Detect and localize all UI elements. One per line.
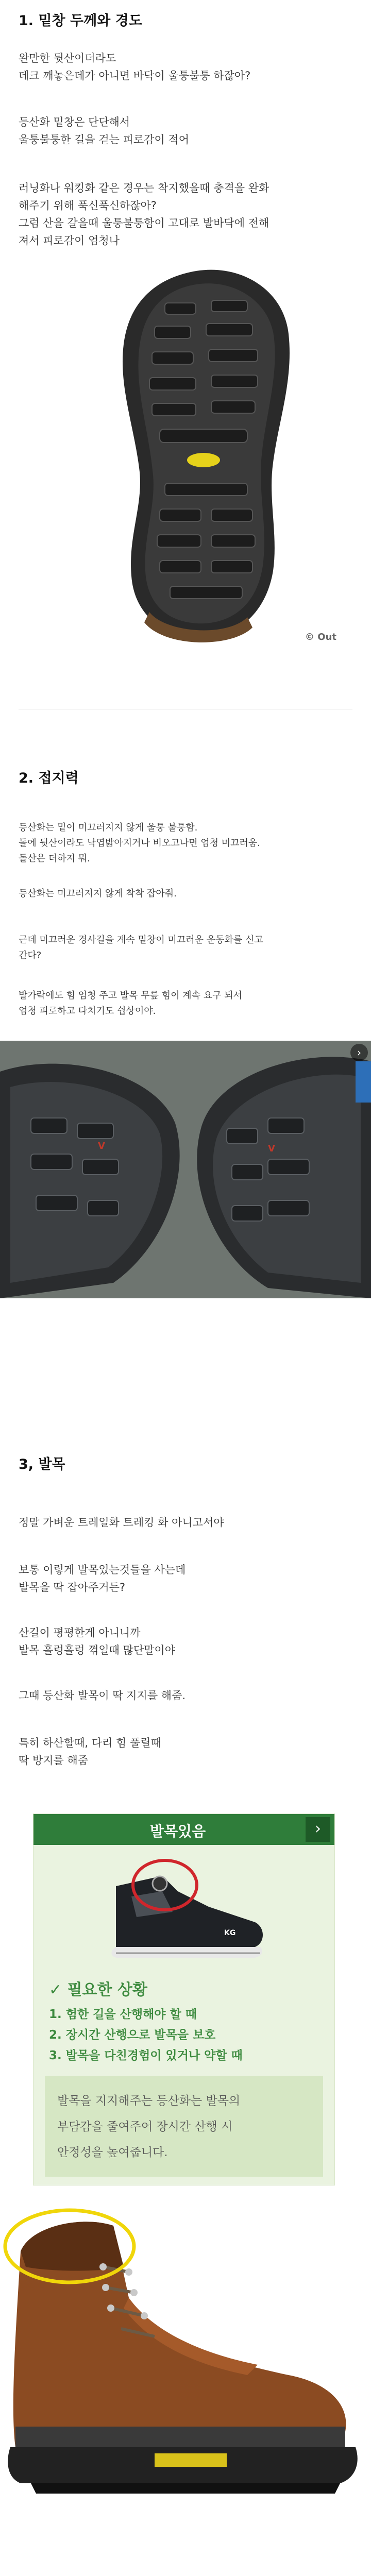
card-header <box>33 1814 334 1845</box>
text-line: 데크 깨놓은데가 아니면 바닥이 울퉁불퉁 하잖아? <box>19 70 251 82</box>
needed-situations-title: ✓ 필요한 상황 <box>49 1981 147 1999</box>
svg-text:V: V <box>268 1143 275 1154</box>
text-line: 딱 방지를 해줌 <box>19 1754 89 1767</box>
ankle-support-card <box>33 1814 335 2185</box>
text-line: 완만한 뒷산이더라도 <box>19 52 116 64</box>
leather-boot-photo <box>0 2205 371 2524</box>
text-line: 그때 등산화 발목이 딱 지지를 해줌. <box>19 1689 186 1702</box>
text-line: 돌산은 더하지 뭐. <box>19 853 90 864</box>
text-line: 져서 피로감이 엄청나 <box>19 234 120 247</box>
section3-para1 <box>19 1514 353 1531</box>
section3-para4 <box>19 1687 353 1704</box>
text-line: 엄청 피로하고 다치기도 쉽상이야. <box>19 1006 156 1016</box>
section1-para2 <box>19 113 353 148</box>
text-line: 울퉁불퉁한 길을 걷는 피로감이 적어 <box>19 133 189 146</box>
section2-heading: 2. 접지력 <box>19 770 79 786</box>
section3-para3 <box>19 1624 353 1659</box>
text-line: 등산화는 밑이 미끄러지지 않게 울퉁 불퉁함. <box>19 822 198 833</box>
sole-photo <box>62 257 350 648</box>
text-line: 발가락에도 힘 엄청 주고 발목 무릎 힘이 계속 요구 되서 <box>19 990 243 1001</box>
text-line: 특히 하산할때, 다리 힘 풀릴때 <box>19 1737 161 1749</box>
card-arrow-icon[interactable]: › <box>306 1817 330 1842</box>
section3-heading: 3, 발목 <box>19 1456 65 1472</box>
text-line: 해주기 위해 푹신푹신하잖아? <box>19 199 157 212</box>
section1-para3 <box>19 179 353 249</box>
situation-item: 2. 장시간 산행으로 발목을 보호 <box>49 2028 216 2042</box>
summary-line: 부담감을 줄여주어 장시간 산행 시 <box>57 2120 233 2133</box>
situation-item: 3. 발목을 다친경험이 있거나 약할 때 <box>49 2049 243 2062</box>
section3-para2 <box>19 1561 353 1596</box>
text-line: 등산화는 미끄러지지 않게 착착 잡아줘. <box>19 888 177 899</box>
section1-para1 <box>19 49 353 84</box>
text-line: 발목 흘렁흘렁 꺾일때 많단말이야 <box>19 1644 176 1656</box>
summary-line: 발목을 지지해주는 등산화는 발목의 <box>57 2094 241 2108</box>
text-line: 근데 미끄러운 경사길을 계속 밑창이 미끄러운 운동화를 신고 <box>19 935 263 945</box>
section1-heading: 1. 밑창 두께와 경도 <box>19 13 142 29</box>
svg-text:KG: KG <box>224 1929 236 1937</box>
photo-credit: © Out <box>305 632 336 642</box>
text-line: 발목을 딱 잡아주거든? <box>19 1581 126 1594</box>
card-title: 발목있음 <box>150 1823 206 1840</box>
text-line: 보통 이렇게 발목있는것들을 사는데 <box>19 1564 186 1576</box>
text-line: 간다? <box>19 950 42 961</box>
text-line: 돌에 뒷산이라도 낙엽밟아지거나 비오고나면 엄청 미끄러움. <box>19 838 261 849</box>
high-top-shoe-image <box>85 1855 281 1969</box>
situation-item: 1. 험한 길을 산행해야 할 때 <box>49 2008 197 2021</box>
svg-text:V: V <box>98 1141 105 1151</box>
gallery-next-icon[interactable]: › <box>350 1044 368 1061</box>
section2-para3 <box>19 933 353 963</box>
section2-para2 <box>19 886 353 902</box>
text-line: 정말 가벼운 트레일화 트레킹 화 아니고서야 <box>19 1516 224 1529</box>
two-soles-photo <box>0 1041 371 1298</box>
section2-para4 <box>19 988 353 1019</box>
text-line: 등산화 밑창은 단단해서 <box>19 116 130 128</box>
text-line: 그럼 산을 갈을때 울퉁불퉁함이 고대로 발바닥에 전해 <box>19 217 269 229</box>
text-line: 산길이 평평한게 아니니까 <box>19 1626 141 1639</box>
summary-line: 안정성을 높여줍니다. <box>57 2146 168 2159</box>
section3-para5 <box>19 1734 353 1769</box>
card-summary <box>45 2076 323 2177</box>
text-line: 러닝화나 워킹화 같은 경우는 착지했을때 충격을 완화 <box>19 182 269 194</box>
section2-para1 <box>19 820 353 867</box>
